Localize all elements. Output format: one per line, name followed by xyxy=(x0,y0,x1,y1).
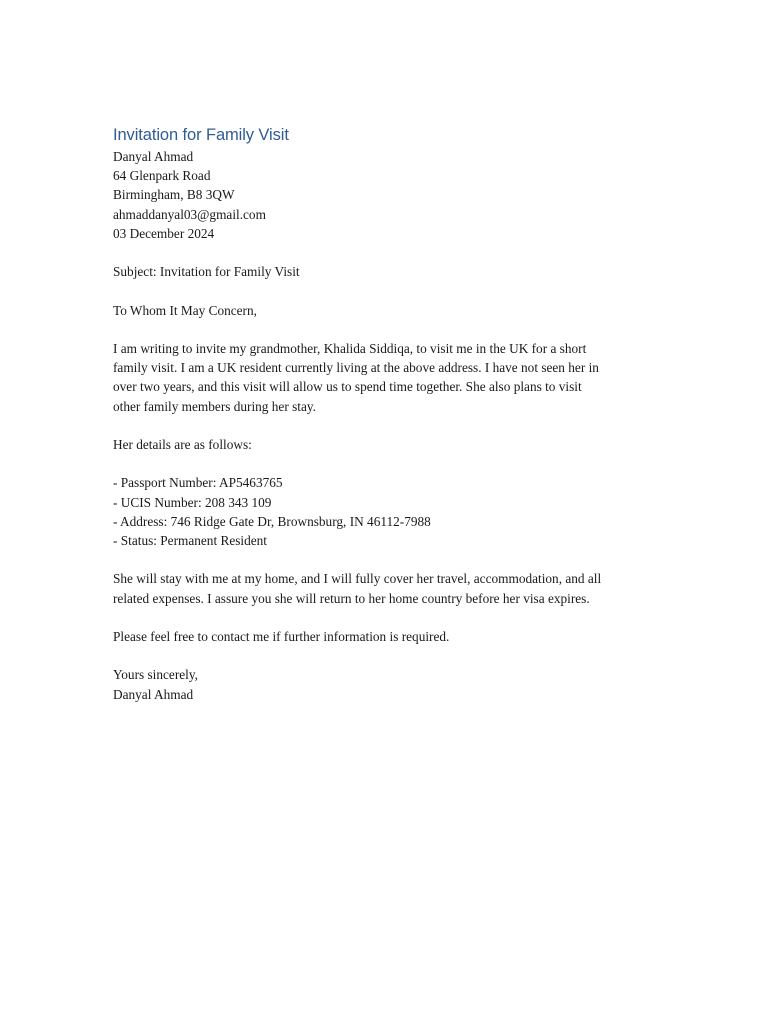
letter-body xyxy=(113,124,653,704)
paragraph-line: I am writing to invite my grandmother, Khalida Siddiqa, to visit me in the UK for a short xyxy=(113,340,587,356)
paragraph-line: She will stay with me at my home, and I will fully cover her travel, accommodation, and all xyxy=(113,571,602,587)
body-paragraph-1 xyxy=(113,339,653,416)
subject-line: Subject: Invitation for Family Visit xyxy=(113,264,300,280)
details-intro: Her details are as follows: xyxy=(113,436,252,452)
sender-street: 64 Glenpark Road xyxy=(113,168,211,184)
spacer xyxy=(113,320,653,339)
signature: Danyal Ahmad xyxy=(113,686,194,702)
sender-city: Birmingham, B8 3QW xyxy=(113,187,235,203)
paragraph-line: family visit. I am a UK resident currently living at the above address. I have not seen her in xyxy=(113,360,599,376)
paragraph-line: other family members during her stay. xyxy=(113,398,316,414)
details-item-address: - Address: 746 Ridge Gate Dr, Brownsburg, IN 46112-7988 xyxy=(113,513,431,529)
letter-date: 03 December 2024 xyxy=(113,225,215,241)
paragraph-line: over two years, and this visit will allow us to spend time together. She also plans to visit xyxy=(113,379,582,395)
sender-name: Danyal Ahmad xyxy=(113,149,194,164)
letter-title: Invitation for Family Visit xyxy=(113,126,289,144)
details-item-passport: - Passport Number: AP5463765 xyxy=(113,475,283,491)
body-paragraph-2 xyxy=(113,569,653,607)
contact-line: Please feel free to contact me if further information is required. xyxy=(113,628,450,644)
sender-block xyxy=(113,147,653,243)
spacer xyxy=(113,243,653,262)
sender-email: ahmaddanyal03@gmail.com xyxy=(113,206,266,222)
paragraph-line: related expenses. I assure you she will return to her home country before her visa expires. xyxy=(113,590,590,606)
spacer xyxy=(113,454,653,473)
details-item-ucis: - UCIS Number: 208 343 109 xyxy=(113,494,272,510)
salutation: To Whom It May Concern, xyxy=(113,302,257,318)
spacer xyxy=(113,550,653,569)
spacer xyxy=(113,281,653,300)
spacer xyxy=(113,646,653,665)
spacer xyxy=(113,416,653,435)
closing: Yours sincerely, xyxy=(113,667,198,683)
details-list xyxy=(113,473,653,550)
details-item-status: - Status: Permanent Resident xyxy=(113,532,267,548)
spacer xyxy=(113,608,653,627)
